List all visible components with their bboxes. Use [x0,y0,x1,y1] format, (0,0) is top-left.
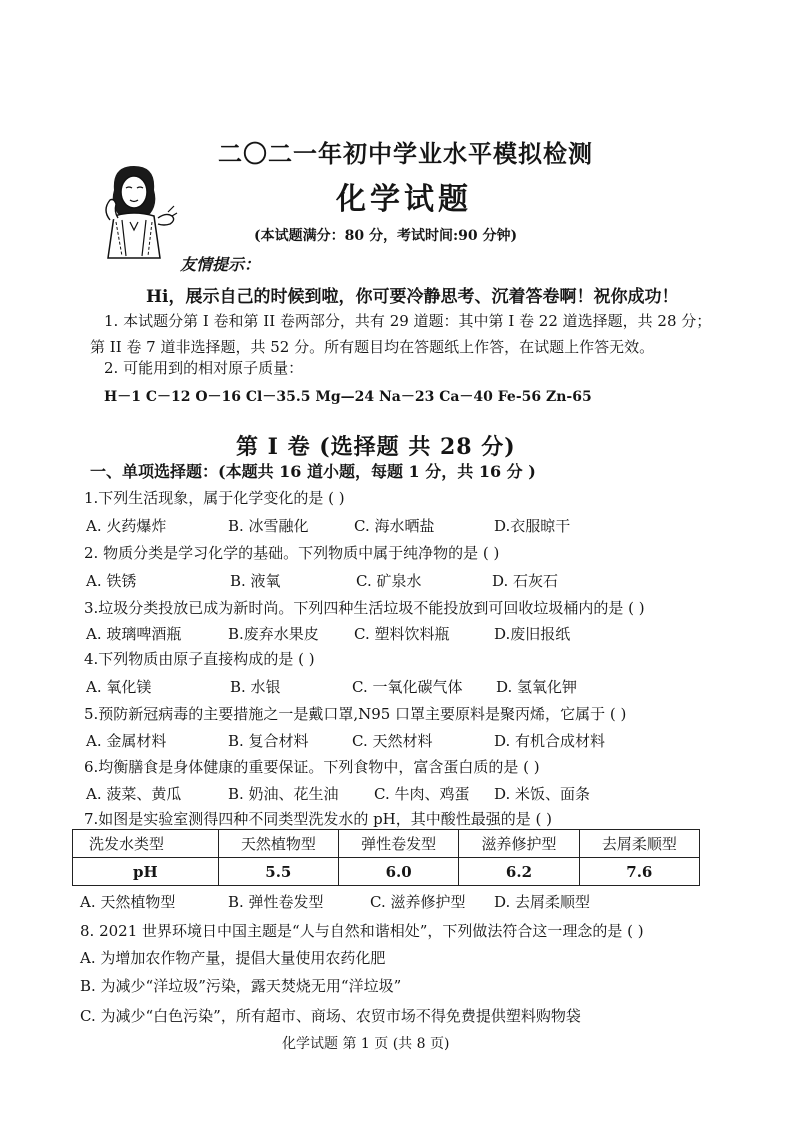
instruction-line-3: 2. 可能用到的相对原子质量： [104,359,304,377]
table-cell: 7.6 [579,858,699,886]
question-stem: 3.垃圾分类投放已成为新时尚。下列四种生活垃圾不能投放到可回收垃圾桶内的是 ( ) [84,599,645,617]
part-title: 一、单项选择题：(本题共 16 道小题，每题 1 分，共 16 分 ) [90,462,536,481]
option-b: B. 弹性卷发型 [228,893,324,911]
option-c: C. 海水晒盐 [354,517,435,535]
question-stem: 7.如图是实验室测得四种不同类型洗发水的 pH，其中酸性最强的是 ( ) [84,810,553,828]
score-time-note: (本试题满分：80 分，考试时间:90 分钟) [254,228,518,244]
table-header-cell: 天然植物型 [218,830,338,858]
option-d: D.废旧报纸 [494,625,571,643]
cartoon-student-illustration [92,160,178,260]
option-a: A. 为增加农作物产量，提倡大量使用农药化肥 [80,949,386,967]
question-stem: 6.均衡膳食是身体健康的重要保证。下列食物中，富含蛋白质的是 ( ) [84,758,540,776]
question-stem: 8. 2021 世界环境日中国主题是“人与自然和谐相处”，下列做法符合这一理念的是 ( ) [80,922,644,940]
option-b: B.废弃水果皮 [228,625,319,643]
table-cell: pH [73,858,219,886]
option-d: D.衣服晾干 [494,517,571,535]
exam-subtitle: 化学试题 [336,182,472,217]
option-d: D. 有机合成材料 [494,732,606,750]
question-stem: 2. 物质分类是学习化学的基础。下列物质中属于纯净物的是 ( ) [84,544,500,562]
table-cell: 6.2 [459,858,579,886]
option-c: C. 一氧化碳气体 [352,678,463,696]
table-header-cell: 洗发水类型 [73,830,219,858]
table-cell: 6.0 [338,858,458,886]
option-a: A. 天然植物型 [80,893,176,911]
option-b: B. 复合材料 [228,732,309,750]
table-row [73,858,700,886]
option-d: D. 去屑柔顺型 [494,893,591,911]
option-b: B. 液氧 [230,572,281,590]
option-a: A. 铁锈 [86,572,137,590]
option-a: A. 氧化镁 [86,678,152,696]
option-d: D. 石灰石 [492,572,559,590]
option-d: D. 米饭、面条 [494,785,591,803]
option-d: D. 氢氧化钾 [496,678,578,696]
table-cell: 5.5 [218,858,338,886]
exam-title: 二〇二一年初中学业水平模拟检测 [218,139,593,168]
table-header-cell: 去屑柔顺型 [579,830,699,858]
tips-heading: 友情提示： [180,255,261,274]
option-c: C. 矿泉水 [356,572,422,590]
option-c: C. 塑料饮料瓶 [354,625,450,643]
question-stem: 1.下列生活现象，属于化学变化的是 ( ) [84,489,345,507]
question-stem: 4.下列物质由原子直接构成的是 ( ) [84,650,315,668]
option-b: B. 为减少“洋垃圾”污染，露天焚烧无用“洋垃圾” [80,977,402,995]
option-b: B. 水银 [230,678,281,696]
option-c: C. 牛肉、鸡蛋 [374,785,470,803]
option-a: A. 火药爆炸 [86,517,167,535]
section-title: 第 I 卷 (选择题 共 28 分) [236,434,516,460]
option-b: B. 冰雪融化 [228,517,309,535]
table-header-cell: 弹性卷发型 [338,830,458,858]
option-a: A. 玻璃啤酒瓶 [86,625,182,643]
option-c: C. 为减少“白色污染”，所有超市、商场、农贸市场不得免费提供塑料购物袋 [80,1007,581,1025]
option-c: C. 滋养修护型 [370,893,466,911]
option-a: A. 菠菜、黄瓜 [86,785,182,803]
table-header-cell: 滋养修护型 [459,830,579,858]
question-stem: 5.预防新冠病毒的主要措施之一是戴口罩,N95 口罩主要原料是聚丙烯，它属于 ( ) [84,705,627,723]
greeting-text: Hi，展示自己的时候到啦，你可要冷静思考、沉着答卷啊！祝你成功！ [146,287,679,307]
option-a: A. 金属材料 [86,732,167,750]
atomic-mass-list: H－1 C－12 O－16 Cl－35.5 Mg—24 Na－23 Ca－40 Fe-56 Zn-65 [104,389,592,405]
instruction-line-1: 1. 本试题分第 I 卷和第 II 卷两部分，共有 29 道题：其中第 I 卷 22 道选择题，共 28 分； [104,312,712,330]
ph-table [72,829,700,886]
table-header-row [73,830,700,858]
option-b: B. 奶油、花生油 [228,785,339,803]
page-footer: 化学试题 第 1 页 (共 8 页) [282,1036,450,1052]
option-c: C. 天然材料 [352,732,433,750]
instruction-line-2: 第 II 卷 7 道非选择题，共 52 分。所有题目均在答题纸上作答，在试题上作答无效。 [90,338,655,356]
